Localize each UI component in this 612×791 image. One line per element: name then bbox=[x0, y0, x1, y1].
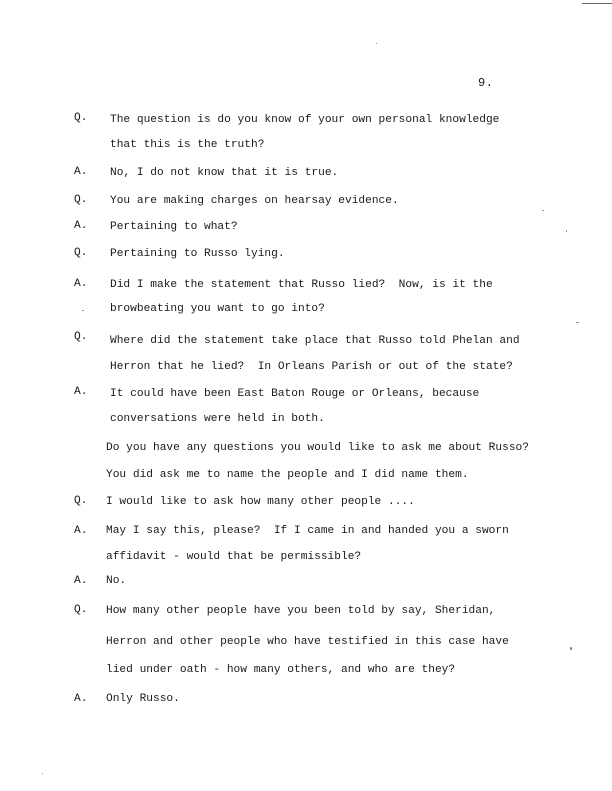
answer-line: Herron that he lied? In Orleans Parish or out of the state? bbox=[110, 361, 513, 373]
scan-speck bbox=[570, 647, 572, 650]
answer-line: No, I do not know that it is true. bbox=[110, 167, 339, 179]
scan-speck bbox=[566, 230, 567, 232]
answer-line: Did I make the statement that Russo lied? Now, is it the bbox=[110, 279, 493, 291]
answer-line: Only Russo. bbox=[106, 693, 180, 705]
speaker-label: A. bbox=[74, 575, 88, 587]
answer-line: Pertaining to what? bbox=[110, 221, 238, 233]
speaker-label: A. bbox=[74, 386, 88, 398]
speaker-label: Q. bbox=[74, 247, 88, 259]
scan-edge-mark bbox=[582, 3, 612, 4]
speaker-label: Q. bbox=[74, 604, 88, 616]
speaker-label: Q. bbox=[74, 194, 88, 206]
answer-line: browbeating you want to go into? bbox=[110, 303, 325, 315]
scan-speck bbox=[542, 210, 544, 211]
speaker-label: Q. bbox=[74, 495, 88, 507]
scan-speck bbox=[82, 310, 84, 311]
speaker-label: A. bbox=[74, 220, 88, 232]
answer-line: Where did the statement take place that Russo told Phelan and bbox=[110, 335, 520, 347]
answer-line: You are making charges on hearsay evidence. bbox=[110, 195, 399, 207]
speaker-label: A. bbox=[74, 525, 88, 537]
scan-speck bbox=[42, 773, 43, 774]
scan-speck bbox=[376, 43, 377, 44]
scan-speck bbox=[576, 322, 579, 323]
answer-line: lied under oath - how many others, and who are they? bbox=[106, 664, 456, 676]
speaker-label: Q. bbox=[74, 331, 88, 343]
answer-line: Do you have any questions you would like to ask me about Russo? bbox=[106, 442, 529, 454]
answer-line: that this is the truth? bbox=[110, 139, 265, 151]
answer-line: conversations were held in both. bbox=[110, 413, 325, 425]
speaker-label: A. bbox=[74, 278, 88, 290]
speaker-label: A. bbox=[74, 693, 88, 705]
speaker-label: A. bbox=[74, 166, 88, 178]
answer-line: No. bbox=[106, 575, 127, 587]
answer-line: How many other people have you been told by say, Sheridan, bbox=[106, 605, 496, 617]
answer-line: It could have been East Baton Rouge or Orleans, because bbox=[110, 388, 480, 400]
answer-line: affidavit - would that be permissible? bbox=[106, 551, 362, 563]
answer-line: The question is do you know of your own personal knowledge bbox=[110, 114, 500, 126]
answer-line: Herron and other people who have testified in this case have bbox=[106, 636, 509, 648]
answer-line: Pertaining to Russo lying. bbox=[110, 248, 285, 260]
page-number: 9. bbox=[478, 76, 494, 90]
answer-line: May I say this, please? If I came in and handed you a sworn bbox=[106, 525, 509, 537]
answer-line: You did ask me to name the people and I did name them. bbox=[106, 469, 469, 481]
answer-line: I would like to ask how many other people .... bbox=[106, 496, 415, 508]
speaker-label: Q. bbox=[74, 112, 88, 124]
